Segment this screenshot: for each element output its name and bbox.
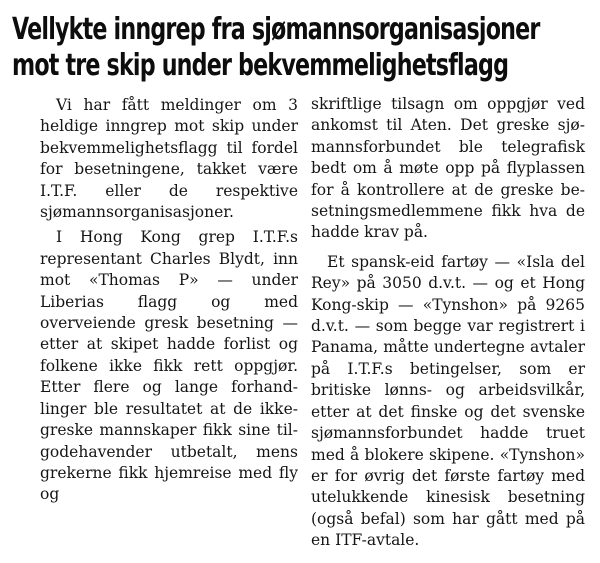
article-column-left: [40, 95, 298, 510]
paragraph-intro: Vi har fått meldinger om 3 heldige inngrep mot skip under bekvemmelighetsflagg til fordel for besetningene, takket være I.T.F. eller de respektive sjømannsorganisasjoner.: [40, 96, 298, 222]
article-column-right: [311, 94, 585, 556]
headline-line-1: Vellykte inngrep fra sjømannsorganisasjoner: [12, 12, 540, 47]
article-headline: [12, 12, 540, 84]
paragraph-hong-kong-continued: skriftlige tilsagn om oppgjør ved ankomst til Aten. Det greske sjømannsforbundet ble telegrafisk bedt om å møte opp på flyplassen for å kontrollere at de greske besetningsmedlemmene fikk hva de hadde krav på.: [311, 95, 585, 242]
headline-line-2: mot tre skip under bekvemmelighetsflagg: [12, 48, 509, 83]
paragraph-hong-kong: I Hong Kong grep I.T.F.s representant Charles Blydt, inn mot «Thomas P» — under Liberias flagg og med overveiende gresk besetning — etter at skipet hadde forlist og folkene ikke fikk rett oppgjør. Etter flere og lange forhandlinger ble resultatet at de ikkegreske mannskaper fikk sine tilgodehavender utbetalt, mens grekerne fikk hjemreise med fly og: [40, 228, 298, 504]
paragraph-panama-ships: Et spansk-eid fartøy — «Isla del Rey» på 3050 d.v.t. — og et Hong Kong-skip — «Tynshon» på 9265 d.v.t. — som begge var registrert i Panama, måtte undertegne avtaler på I.T.F.s betingelser, som er britiske lønns- og arbeidsvilkår, etter at det finske og det svenske sjømannsforbundet hadde truet med å blokere skipene. «Tynshon» er for øvrig det første fartøy med utelukkende kinesisk besetning (også befal) som har gått med på en ITF-avtale.: [311, 252, 585, 550]
